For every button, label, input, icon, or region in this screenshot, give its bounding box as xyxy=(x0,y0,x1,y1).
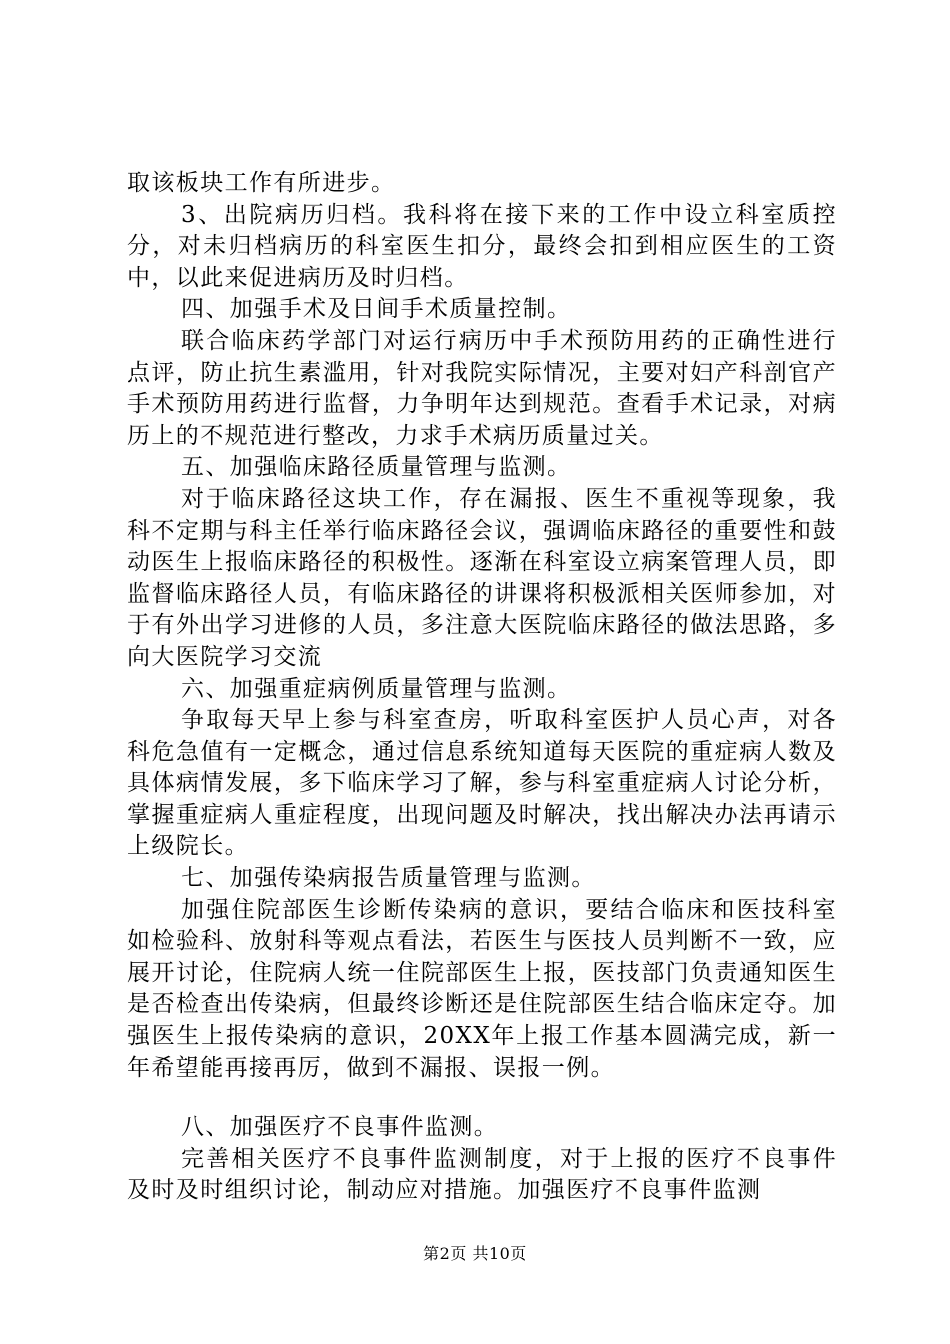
paragraph-continuation: 取该板块工作有所进步。 xyxy=(127,170,396,196)
paragraph-section-6: 争取每天早上参与科室查房，听取科室医护人员心声，对各科危急值有一定概念，通过信息系统知道每天医院的重症病人数及具体病情发展，多下临床学习了解，参与科室重症病人讨论分析，掌握重症病人重症程度，出现问题及时解决，找出解决办法再请示上级院长。 xyxy=(127,707,837,860)
paragraph-section-5: 对于临床路径这块工作，存在漏报、医生不重视等现象，我科不定期与科主任举行临床路径会议，强调临床路径的重要性和鼓动医生上报临床路径的积极性。逐渐在科室设立病案管理人员，即监督临床路径人员，有临床路径的讲课将积极派相关医师参加，对于有外出学习进修的人员，多注意大医院临床路径的做法思路，多向大医院学习交流 xyxy=(127,485,837,670)
page-number-footer: 第2页 共10页 xyxy=(423,1244,527,1263)
paragraph-section-4: 联合临床药学部门对运行病历中手术预防用药的正确性进行点评，防止抗生素滥用，针对我院实际情况，主要对妇产科剖官产手术预防用药进行监督，力争明年达到规范。查看手术记录，对病历上的不规范进行整改，力求手术病历质量过关。 xyxy=(127,327,837,449)
section-heading-8: 八、加强医疗不良事件监测。 xyxy=(181,1114,499,1141)
section-heading-4: 四、加强手术及日间手术质量控制。 xyxy=(181,296,572,323)
section-heading-6: 六、加强重症病例质量管理与监测。 xyxy=(181,675,572,702)
paragraph-section-7: 加强住院部医生诊断传染病的意识，要结合临床和医技科室如检验科、放射科等观点看法，若医生与医技人员判断不一致，应展开讨论，住院病人统一住院部医生上报，医技部门负责通知医生是否检查出传染病，但最终诊断还是住院部医生结合临床定夺。加强医生上报传染病的意识，20XX年上报工作基本圆满完成，新一年希望能再接再厉，做到不漏报、误报一例。 xyxy=(127,896,837,1081)
paragraph-section-8: 完善相关医疗不良事件监测制度，对于上报的医疗不良事件及时及时组织讨论，制动应对措施。加强医疗不良事件监测 xyxy=(127,1145,837,1204)
section-heading-7: 七、加强传染病报告质量管理与监测。 xyxy=(181,865,596,892)
section-heading-5: 五、加强临床路径质量管理与监测。 xyxy=(181,454,572,481)
paragraph-item-3: 3、出院病历归档。我科将在接下来的工作中设立科室质控分，对未归档病历的科室医生扣分，最终会扣到相应医生的工资中，以此来促进病历及时归档。 xyxy=(127,201,837,291)
document-body xyxy=(127,168,837,1207)
